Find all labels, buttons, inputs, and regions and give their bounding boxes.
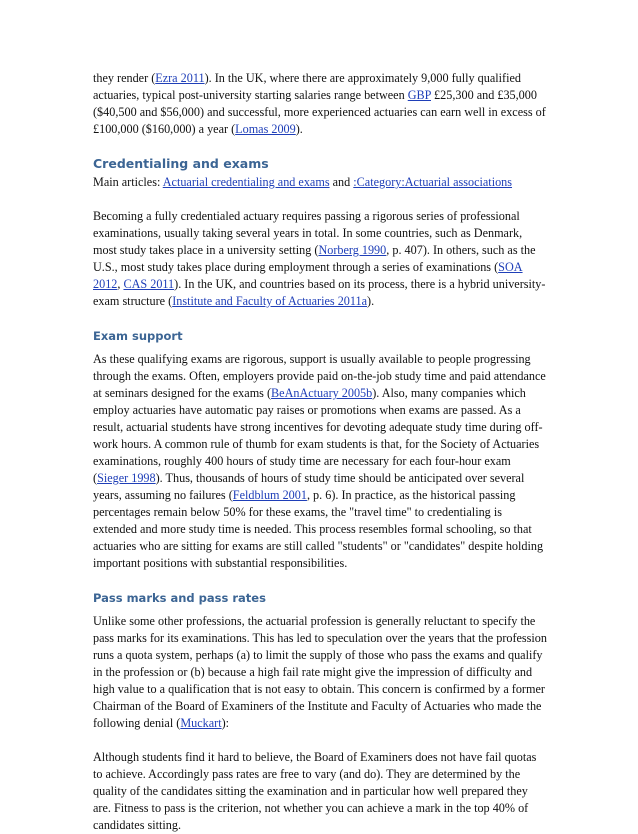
text-span: ). In the UK, where there are approximately 9,000 fully qualified actuaries, typical post-university starting salaries range between bbox=[93, 71, 521, 102]
sieger-citation-link[interactable]: Sieger 1998 bbox=[97, 471, 156, 485]
text-span: ). bbox=[295, 122, 303, 136]
text-span: ). In the UK, and countries based on its process, there is a hybrid university-exam structure ( bbox=[93, 277, 546, 308]
main-articles-prefix: Main articles: bbox=[93, 175, 163, 189]
ezra-citation-link[interactable]: Ezra 2011 bbox=[155, 71, 205, 85]
main-articles-line bbox=[93, 174, 548, 191]
document-page bbox=[93, 70, 548, 834]
text-span: , p. 407). In others, such as the U.S., most study takes place during employment through a series of examinations ( bbox=[93, 243, 536, 274]
lomas-citation-link[interactable]: Lomas 2009 bbox=[235, 122, 296, 136]
exam-support-heading: Exam support bbox=[93, 329, 183, 343]
actuarial-associations-link[interactable]: :Category:Actuarial associations bbox=[353, 175, 513, 189]
text-span: , bbox=[117, 277, 124, 291]
norberg-citation-link[interactable]: Norberg 1990 bbox=[318, 243, 387, 257]
intro-paragraph bbox=[93, 70, 548, 138]
text-span: ). Thus, thousands of hours of study time should be anticipated over several years, assuming no failures ( bbox=[93, 471, 525, 502]
actuarial-credentialing-link[interactable]: Actuarial credentialing and exams bbox=[162, 175, 330, 189]
text-span: Becoming a fully credentialed actuary requires passing a rigorous series of professional examinations, usually taking several years in total. In some countries, such as Denmark, most study takes place in a university setting ( bbox=[93, 209, 523, 257]
text-span: they render ( bbox=[93, 71, 156, 85]
beanactuary-citation-link[interactable]: BeAnActuary 2005b bbox=[271, 386, 373, 400]
text-span: As these qualifying exams are rigorous, support is usually available to people progressing through the exams. Often, employers provide paid on-the-job study time and paid attendance at seminars designed for the exams ( bbox=[93, 352, 546, 400]
text-span: and bbox=[329, 175, 354, 189]
credentialing-paragraph bbox=[93, 208, 548, 310]
text-span: Unlike some other professions, the actuarial profession is generally reluctant to specify the pass marks for its examinations. This has led to speculation over the years that the profession runs a quota system, perhaps (a) to limit the supply of those who pass the exams and qualify in the profession or (b) because a high fail rate might give the impression of difficulty and high value to a qualification that is not easy to obtain. This concern is confirmed by a former Chairman of the Board of Examiners of the Institute and Faculty of Actuaries who made the following denial ( bbox=[93, 614, 547, 730]
text-span: ). bbox=[367, 294, 375, 308]
gbp-link[interactable]: GBP bbox=[407, 88, 431, 102]
soa-citation-link[interactable]: SOA 2012 bbox=[93, 260, 523, 291]
text-span: , p. 6). In practice, as the historical passing percentages remain below 50% for these exams, the "travel time" to credentialing is extended and more study time is needed. This process resembles formal schooling, so that actuaries who are sitting for exams are still called "students" or "candidates" despite holding important positions with substantial responsibilities. bbox=[93, 488, 544, 570]
cas-citation-link[interactable]: CAS 2011 bbox=[123, 277, 175, 291]
exam-support-paragraph bbox=[93, 351, 548, 572]
feldblum-citation-link[interactable]: Feldblum 2001 bbox=[232, 488, 307, 502]
pass-marks-heading: Pass marks and pass rates bbox=[93, 591, 266, 605]
text-span: ). Also, many companies which employ actuaries have automatic pay raises or promotions when exams are passed. As a result, actuarial students have strong incentives for devoting adequate study time during off-work hours. A common rule of thumb for exam students is that, for the Society of Actuaries examinations, roughly 400 hours of study time are necessary for each four-hour exam ( bbox=[93, 386, 543, 485]
pass-marks-paragraph bbox=[93, 613, 548, 732]
text-span: ): bbox=[221, 716, 230, 730]
muckart-citation-link[interactable]: Muckart bbox=[180, 716, 222, 730]
board-quote-paragraph: Although students find it hard to believe, the Board of Examiners does not have fail quotas to achieve. Accordingly pass rates are free to vary (and do). They are determined by the quality of the candidates sitting the examination and in particular how well prepared they are. Fitness to pass is the criterion, not whether you can achieve a mark in the top 40% of candidates sitting. bbox=[93, 750, 537, 832]
text-span: £25,300 and £35,000 ($40,500 and $56,000) and successful, more experienced actuaries can earn well in excess of £100,000 ($160,000) a year ( bbox=[93, 88, 546, 136]
ifa-citation-link[interactable]: Institute and Faculty of Actuaries 2011a bbox=[172, 294, 368, 308]
credentialing-heading: Credentialing and exams bbox=[93, 156, 269, 171]
